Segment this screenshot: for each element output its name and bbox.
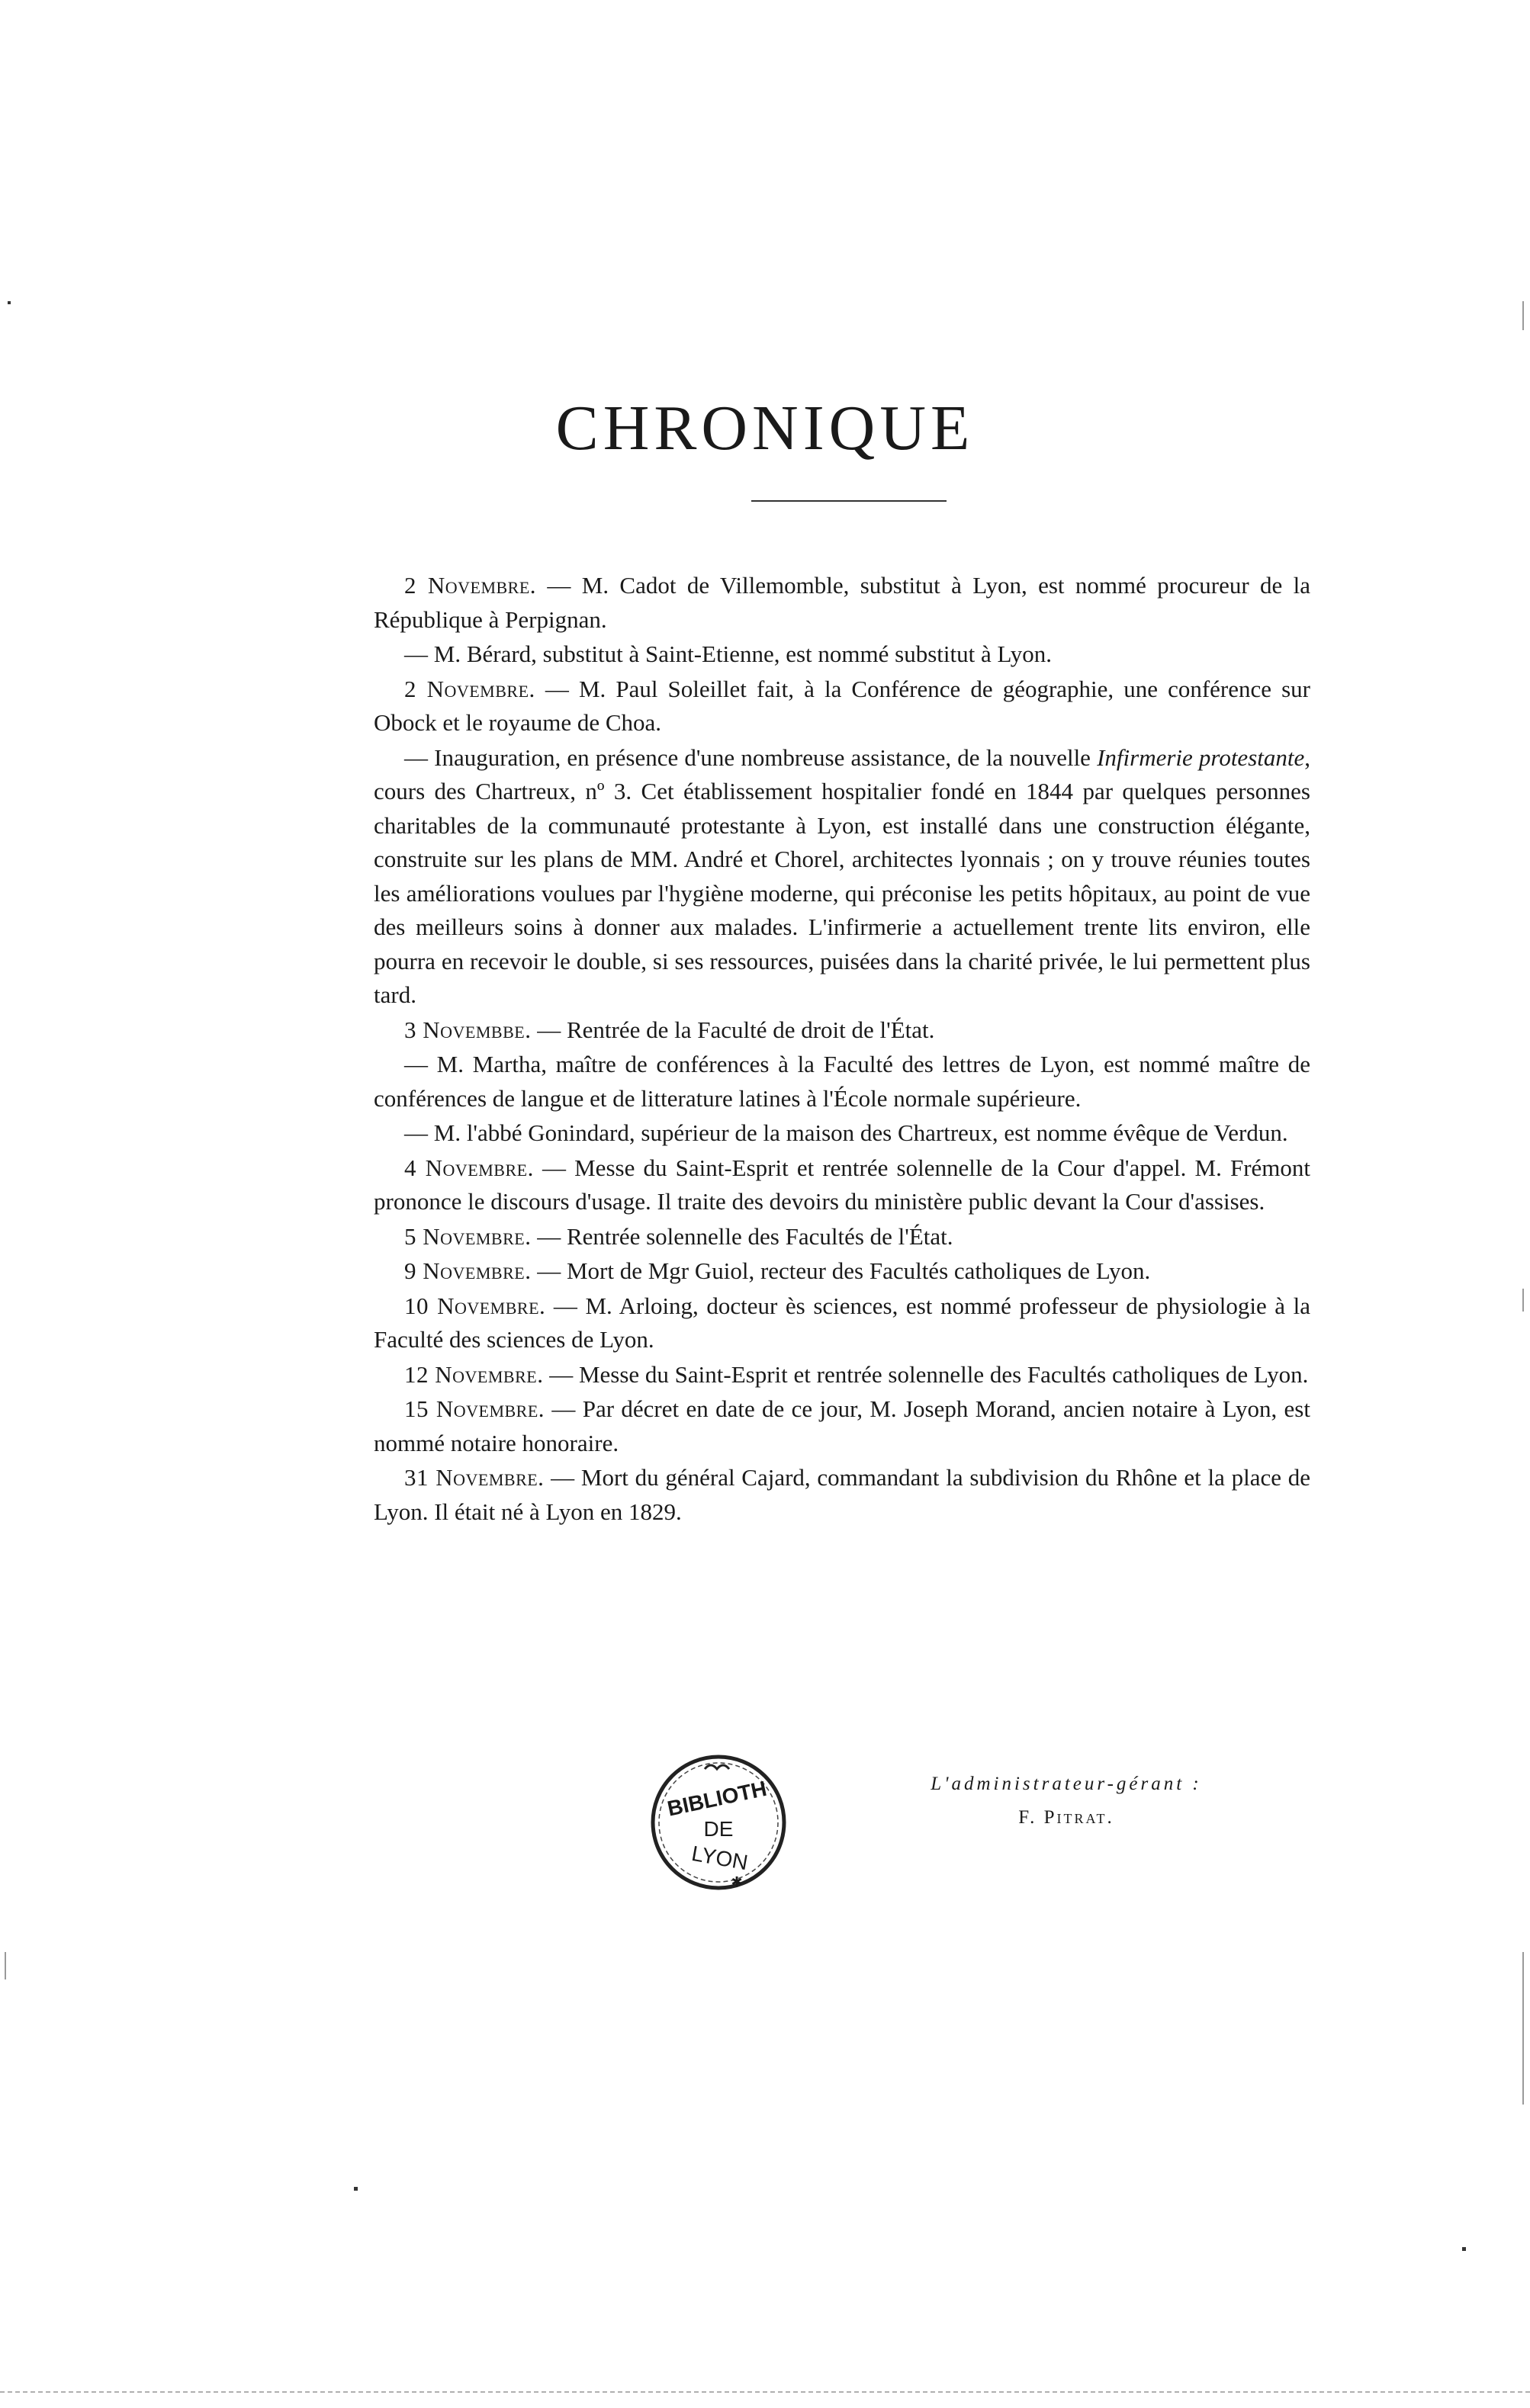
chronicle-entry [374,673,1310,740]
chronicle-entry [374,1461,1310,1529]
entry-date: 4 Novembre. [404,1154,534,1181]
scan-edge-mark [1522,1289,1524,1312]
scan-edge-mark [1522,301,1524,330]
entry-date: 12 Novembre. [404,1360,544,1388]
chronicle-entry [374,1220,1310,1254]
entry-date: 10 Novembre. [404,1292,546,1319]
entry-text: — M. l'abbé Gonindard, supérieur de la maison des Chartreux, est nomme évêque de Verdun. [404,1119,1288,1146]
entry-text: — M. Arloing, docteur ès sciences, est nommé professeur de physiologie à la Faculté des sciences de Lyon. [374,1292,1310,1353]
chronicle-entry [374,1151,1310,1219]
entry-text: — Rentrée de la Faculté de droit de l'État. [531,1016,935,1043]
chronicle-entry [374,1392,1310,1460]
entry-text: , cours des Chartreux, nº 3. Cet établissement hospitalier fondé en 1844 par quelques personnes charitables de la communauté protestante à Lyon, est installé dans une construction élégante, construite sur les plans de MM. André et Chorel, architectes lyonnais ; on y trouve réunies toutes les améliorations voulues par l'hygiène moderne, qui préconise les petits hôpitaux, au point de vue des meilleurs soins à donner aux malades. L'infirmerie a actuellement trente lits environ, elle pourra en recevoir le double, si ses ressources, puisées dans la charité privée, le lui permettent plus tard. [374,743,1310,1008]
entry-date: 3 Novembbe. [404,1016,532,1043]
entry-text: — Messe du Saint-Esprit et rentrée solennelle de la Cour d'appel. M. Frémont prononce le discours d'usage. Il traite des devoirs du ministère public devant la Cour d'assises. [374,1154,1311,1215]
entry-text: — M. Cadot de Villemomble, substitut à Lyon, est nommé procureur de la République à Perpignan. [374,572,1311,633]
scan-speck [8,301,11,304]
chronicle-entry [374,1358,1310,1392]
scan-edge-mark [1522,1952,1524,2105]
signature-role: L'administrateur-gérant : [931,1774,1202,1794]
title-divider [751,500,947,502]
entry-date: 5 Novembre. [404,1222,532,1250]
chronicle-entry [374,1116,1310,1151]
signature-block [868,1767,1265,1835]
entry-text: — Mort de Mgr Guiol, recteur des Facultés catholiques de Lyon. [531,1257,1151,1284]
entry-text: — M. Paul Soleillet fait, à la Conférence de géographie, une conférence sur Obock et le royaume de Choa. [374,675,1310,736]
entry-date: 15 Novembre. [404,1395,545,1422]
entry-text: — Messe du Saint-Esprit et rentrée solennelle des Facultés catholiques de Lyon. [543,1360,1309,1388]
chronicle-body [374,569,1310,1530]
chronicle-entry [374,637,1310,672]
entry-date: 2 Novembre. [404,675,535,702]
entry-text: — Par décret en date de ce jour, M. Joseph Morand, ancien notaire à Lyon, est nommé notaire honoraire. [374,1395,1310,1456]
entry-text: — M. Martha, maître de conférences à la Faculté des lettres de Lyon, est nommé maître de conférences de langue et de litterature latines à l'École normale supérieure. [374,1051,1310,1112]
stamp-ornament-icon [705,1765,729,1769]
chronicle-entry [374,1254,1310,1289]
entry-italic-title: Infirmerie protestante [1097,743,1305,771]
library-stamp [642,1746,795,1899]
entry-date: 2 Novembre. [404,572,537,599]
entry-text: — Mort du général Cajard, commandant la subdivision du Rhône et la place de Lyon. Il était né à Lyon en 1829. [374,1464,1310,1525]
entry-date: 31 Novembre. [404,1464,545,1491]
scan-bottom-edge [0,2391,1530,2393]
scan-speck [1462,2247,1466,2251]
signature-name: F. Pitrat. [1018,1807,1114,1828]
chronicle-entry [374,1289,1310,1357]
stamp-text-line1: BIBLIOTH [665,1776,769,1821]
entry-text: — Rentrée solennelle des Facultés de l'État. [531,1222,953,1250]
chronicle-entry [374,741,1310,1013]
entry-text-lead: — Inauguration, en présence d'une nombreuse assistance, de la nouvelle [404,743,1098,771]
stamp-text-line2: DE [703,1817,734,1841]
scan-edge-mark [5,1952,6,1979]
scan-speck [354,2187,358,2191]
stamp-text-line3: LYON [689,1841,750,1875]
chronicle-entry [374,569,1310,637]
stamp-star-icon: ✱ [731,1874,743,1890]
page-title: CHRONIQUE [555,393,975,464]
entry-date: 9 Novembre. [404,1257,532,1284]
entry-text: — M. Bérard, substitut à Saint-Etienne, est nommé substitut à Lyon. [404,641,1052,667]
chronicle-entry [374,1013,1310,1048]
chronicle-entry [374,1048,1310,1116]
